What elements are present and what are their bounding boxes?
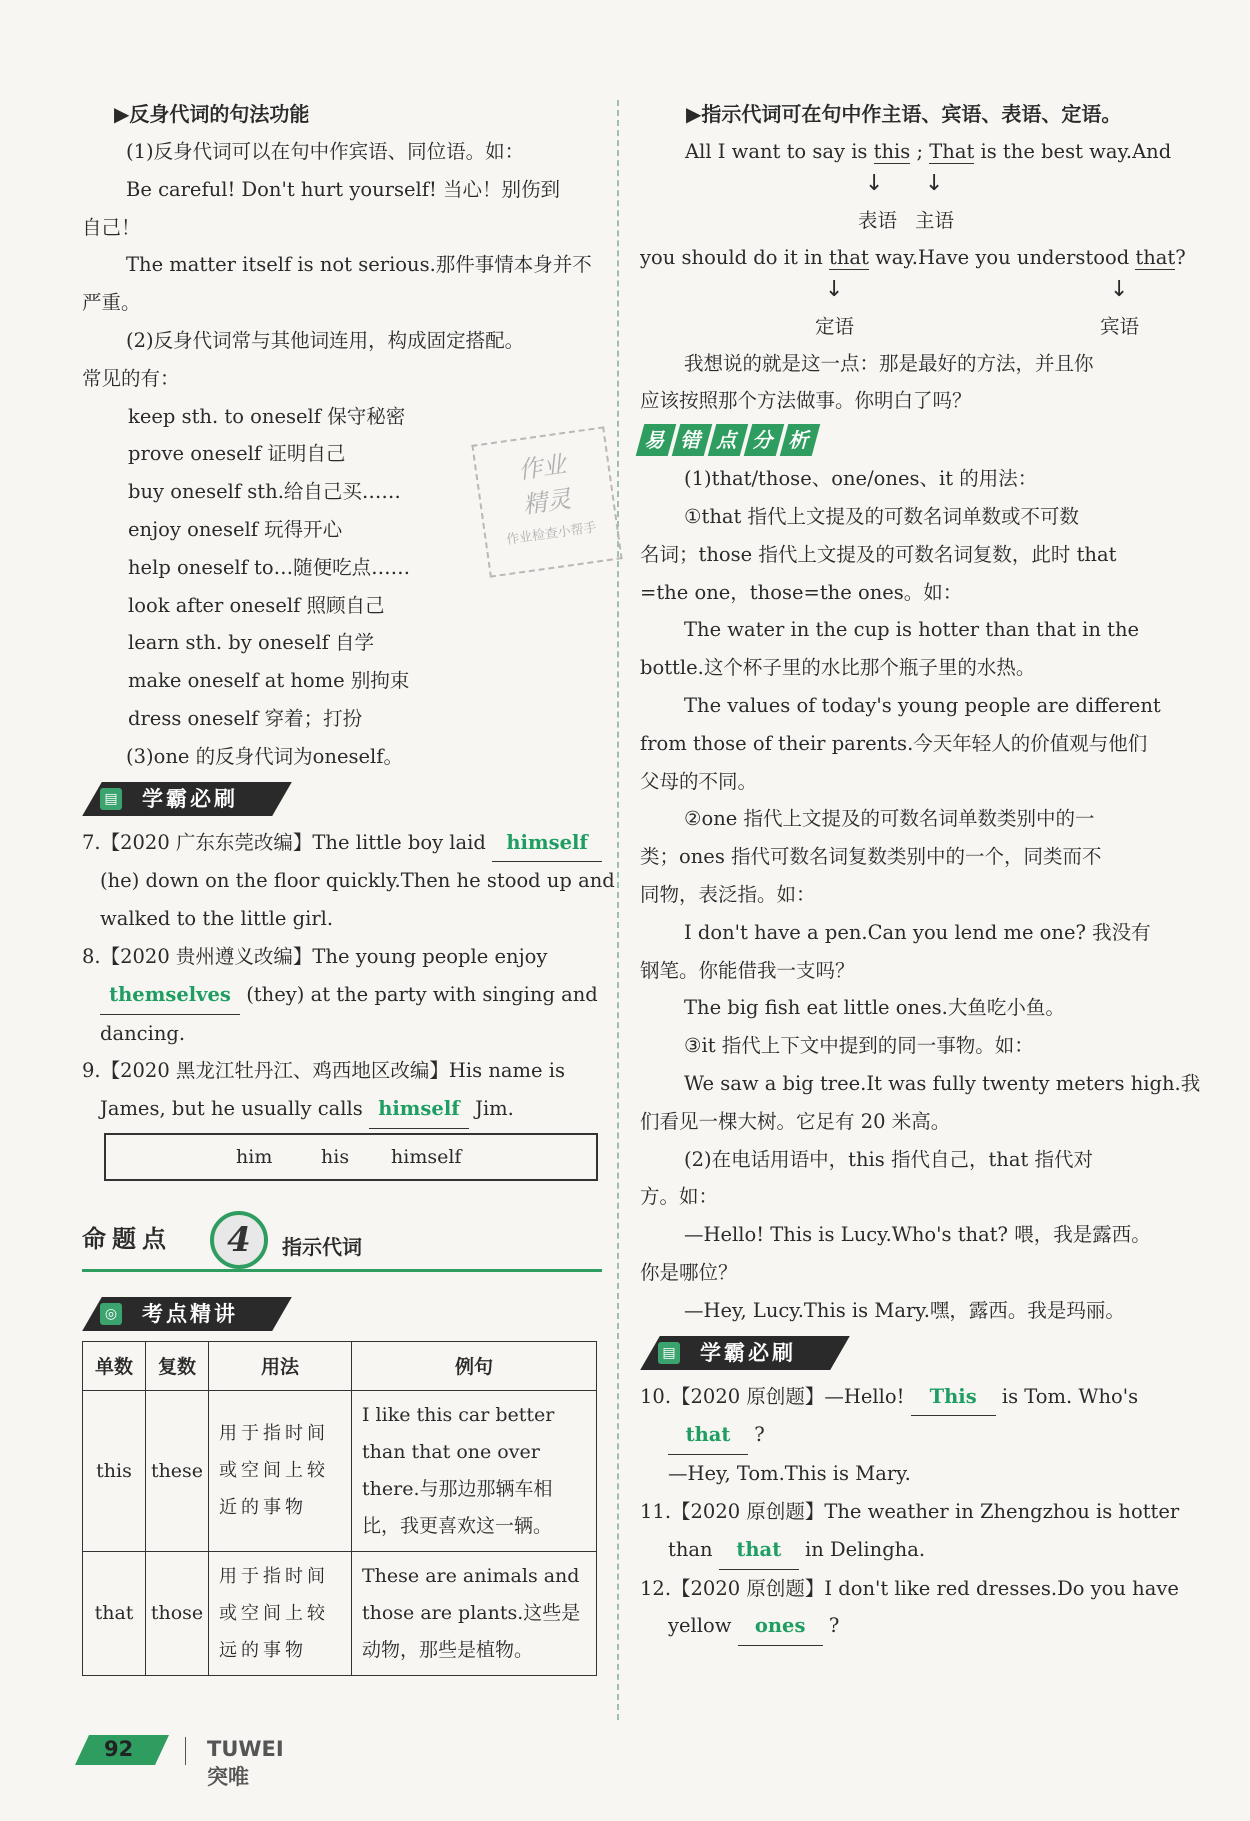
answer-blank[interactable]: himself [369,1090,469,1129]
phrase-item: keep sth. to oneself 保守秘密 [128,404,406,428]
question-12-cont [640,1607,1155,1646]
text-line: (1)that/those、one/ones、it 的用法： [684,467,1038,491]
table-row [83,1390,597,1551]
grammar-label: 主语 [915,208,955,232]
brand-logo: TUWEI 突唯 [207,1737,284,1789]
text: is the best way.And [980,140,1172,163]
cell-singular: this [83,1390,146,1551]
grammar-label: 定语 [815,314,855,338]
book-icon: ▤ [100,788,122,810]
cell-singular: that [83,1551,146,1675]
topic-point-header [82,1211,597,1281]
phrase-item: look after oneself 照顾自己 [128,593,385,617]
question-text: (they) at the party with singing and [246,982,598,1006]
question-11-cont [640,1531,1155,1570]
question-10-cont [640,1416,1155,1455]
question-text: yellow [668,1614,732,1638]
cell-plural: these [146,1390,209,1551]
left-column [82,95,615,1676]
question-text: 10.【2020 原创题】—Hello! [640,1384,905,1408]
question-text: in Delingha. [805,1537,926,1561]
down-arrow-icon: ↓ [825,276,844,302]
phrase-item: make oneself at home 别拘束 [128,669,410,693]
question-text: James, but he usually calls [100,1097,363,1121]
question-7 [82,824,597,863]
banner-char: 易 [636,424,677,456]
cell-usage: 用于指时间或空间上较远的事物 [209,1551,352,1675]
question-text: ? [828,1614,840,1638]
column-header: 复数 [146,1341,209,1390]
banner-xueba-right [640,1336,1155,1372]
example-line-2 [640,239,1186,277]
text-line: The values of today's young people are different [684,693,1161,717]
page-number: 92 [104,1737,134,1761]
text-line: ③it 指代上下文中提到的同一事物。如： [684,1034,1034,1058]
text: way.Have you understood [875,245,1130,269]
answer-blank[interactable]: themselves [100,976,240,1015]
column-divider [617,100,619,1720]
text-line: 我想说的就是这一点：那是最好的方法，并且你 [684,351,1094,375]
demonstrative-pronoun-table [82,1341,597,1676]
question-text: Jim. [475,1097,514,1121]
banner-kaodian [82,1297,597,1333]
column-header: 例句 [352,1341,597,1390]
target-icon: ◎ [100,1303,122,1325]
text-line: 类；ones 指代可数名词复数类别中的一个，同类而不 [640,845,1102,869]
text-line: (2)在电话用语中，this 指代自己，that 指代对 [684,1147,1094,1171]
text-line: walked to the little girl. [100,907,334,931]
choice-word: him [236,1145,273,1168]
question-text: 7.【2020 广东东莞改编】The little boy laid [82,830,486,854]
text-line: (2)反身代词常与其他词连用，构成固定搭配。 [126,328,525,352]
answer-blank[interactable]: that [719,1531,799,1570]
cell-example: I like this car better than that one over there.与那边那辆车相比，我更喜欢这一辆。 [352,1390,597,1551]
banner-char: 点 [708,424,749,456]
table-header-row [83,1341,597,1390]
text-line: ②one 指代上文提及的可数名词单数类别中的一 [684,807,1095,831]
text-line: 们看见一棵大树。它足有 20 米高。 [640,1109,951,1133]
text-line: (1)反身代词可以在句中作宾语、同位语。如： [126,140,525,163]
question-10 [640,1378,1155,1417]
topic-title: 指示代词 [282,1234,362,1259]
banner-title: 考点精讲 [142,1301,238,1326]
book-icon: ▤ [658,1342,680,1364]
section-heading-reflexive: ▶反身代词的句法功能 [114,102,310,126]
grammar-label: 宾语 [1100,314,1140,338]
text: All I want to say is [685,140,868,163]
text: you should do it in [640,245,823,269]
table-row [83,1551,597,1675]
banner-char: 错 [672,424,713,456]
banner-error-analysis [640,424,1155,456]
answer-blank[interactable]: himself [492,824,602,863]
text-line: The water in the cup is hotter than that in the [684,618,1140,642]
text-line: 名词；those 指代上文提及的可数名词复数，此时 that [640,542,1117,566]
question-9: 9.【2020 黑龙江牡丹江、鸡西地区改编】His name is [82,1059,566,1083]
cell-plural: those [146,1551,209,1675]
question-9-cont [82,1090,597,1129]
choice-word: his [321,1145,350,1168]
cell-usage: 用于指时间或空间上较近的事物 [209,1390,352,1551]
banner-char: 分 [744,424,785,456]
text-line: —Hey, Lucy.This is Mary.嘿，露西。我是玛丽。 [684,1298,1125,1322]
question-8-cont [82,976,597,1015]
answer-blank[interactable]: ones [738,1607,823,1646]
phrase-item: enjoy oneself 玩得开心 [128,517,343,541]
answer-blank[interactable]: that [668,1416,748,1455]
grammar-label: 表语 [858,208,898,232]
text-line: (he) down on the floor quickly.Then he stood up and [100,869,615,893]
question-8: 8.【2020 贵州遵义改编】The young people enjoy [82,944,548,968]
text: ? [1175,245,1186,269]
arrow-row [640,171,1155,201]
text-line: The matter itself is not serious.那件事情本身并不 [126,253,592,277]
label-row [640,201,1155,239]
choice-word: himself [391,1145,462,1168]
text-line: from those of their parents.今天年轻人的价值观与他们 [640,731,1148,755]
text-line: 方。如： [640,1185,719,1209]
text-line: 应该按照那个方法做事。你明白了吗？ [640,389,972,413]
banner-title: 学霸必刷 [142,786,238,811]
text-line: We saw a big tree.It was fully twenty meters high.我 [684,1071,1201,1095]
phrase-item: help oneself to…随便吃点…… [128,555,411,579]
text-line: =the one，those=the ones。如： [640,580,963,604]
banner-title: 学霸必刷 [700,1340,796,1365]
text-line: 严重。 [82,291,141,315]
topic-number-badge: 4 [210,1211,268,1269]
underlined-word: That [929,140,975,163]
phrase-item: dress oneself 穿着；打扮 [128,706,363,730]
arrow-row [640,277,1155,307]
stamp-text: 精灵 [521,484,573,520]
stamp-text: 作业检查小帮手 [505,520,598,548]
section-heading-demonstrative: ▶指示代词可在句中作主语、宾语、表语、定语。 [686,102,1122,126]
text-line: 你是哪位？ [640,1260,738,1284]
label-row [640,307,1155,345]
phrase-item: buy oneself sth.给自己买…… [128,480,401,504]
answer-blank[interactable]: This [911,1378,996,1417]
down-arrow-icon: ↓ [1110,276,1129,302]
text-line: 父母的不同。 [640,769,758,793]
word-choice-box [104,1133,598,1181]
text-line: dancing. [100,1021,186,1045]
text-line: bottle.这个杯子里的水比那个瓶子里的水热。 [640,656,1036,680]
text-line: 钢笔。你能借我一支吗？ [640,958,855,982]
cell-example: These are animals and those are plants.这些是动物，那些是植物。 [352,1551,597,1675]
question-text: ? [754,1423,765,1447]
underlined-word: that [1135,245,1176,269]
text-line: 自己！ [82,215,141,239]
underlined-word: this [873,140,911,163]
question-11: 11.【2020 原创题】The weather in Zhengzhou is hotter [640,1499,1180,1523]
footer-divider [185,1737,186,1765]
topic-point-label: 命题点 [82,1224,172,1253]
down-arrow-icon: ↓ [865,170,884,196]
text-line: 同物，表泛指。如： [640,882,816,906]
text-line: Be careful! Don't hurt yourself! 当心！别伤到 [126,177,560,201]
question-text: is Tom. Who's [1001,1384,1139,1408]
text-line: The big fish eat little ones.大鱼吃小鱼。 [684,996,1065,1020]
watermark-stamp [471,426,622,577]
column-header: 单数 [83,1341,146,1390]
text-line: ①that 指代上文提及的可数名词单数或不可数 [684,504,1080,528]
text-line: I don't have a pen.Can you lend me one? 我没有 [684,920,1151,944]
question-12: 12.【2020 原创题】I don't like red dresses.Do you have [640,1576,1179,1600]
text-line: —Hey, Tom.This is Mary. [668,1462,911,1486]
text-line: (3)one 的反身代词为oneself。 [126,744,403,768]
question-text: than [668,1537,713,1561]
phrase-item: learn sth. by oneself 自学 [128,631,375,655]
phrase-item: prove oneself 证明自己 [128,442,346,466]
right-column [640,95,1201,1646]
text-line: —Hello! This is Lucy.Who's that? 喂，我是露西。 [684,1223,1151,1247]
down-arrow-icon: ↓ [925,170,944,196]
example-line-1: All I want to say is this ; That is the best way.And [685,140,1172,163]
column-header: 用法 [209,1341,352,1390]
banner-xueba-left [82,782,597,818]
topic-underline [82,1269,602,1272]
stamp-text: 作业 [516,450,568,485]
text-line: 常见的有： [82,366,180,390]
banner-char: 析 [780,424,821,456]
underlined-word: that [829,245,869,269]
